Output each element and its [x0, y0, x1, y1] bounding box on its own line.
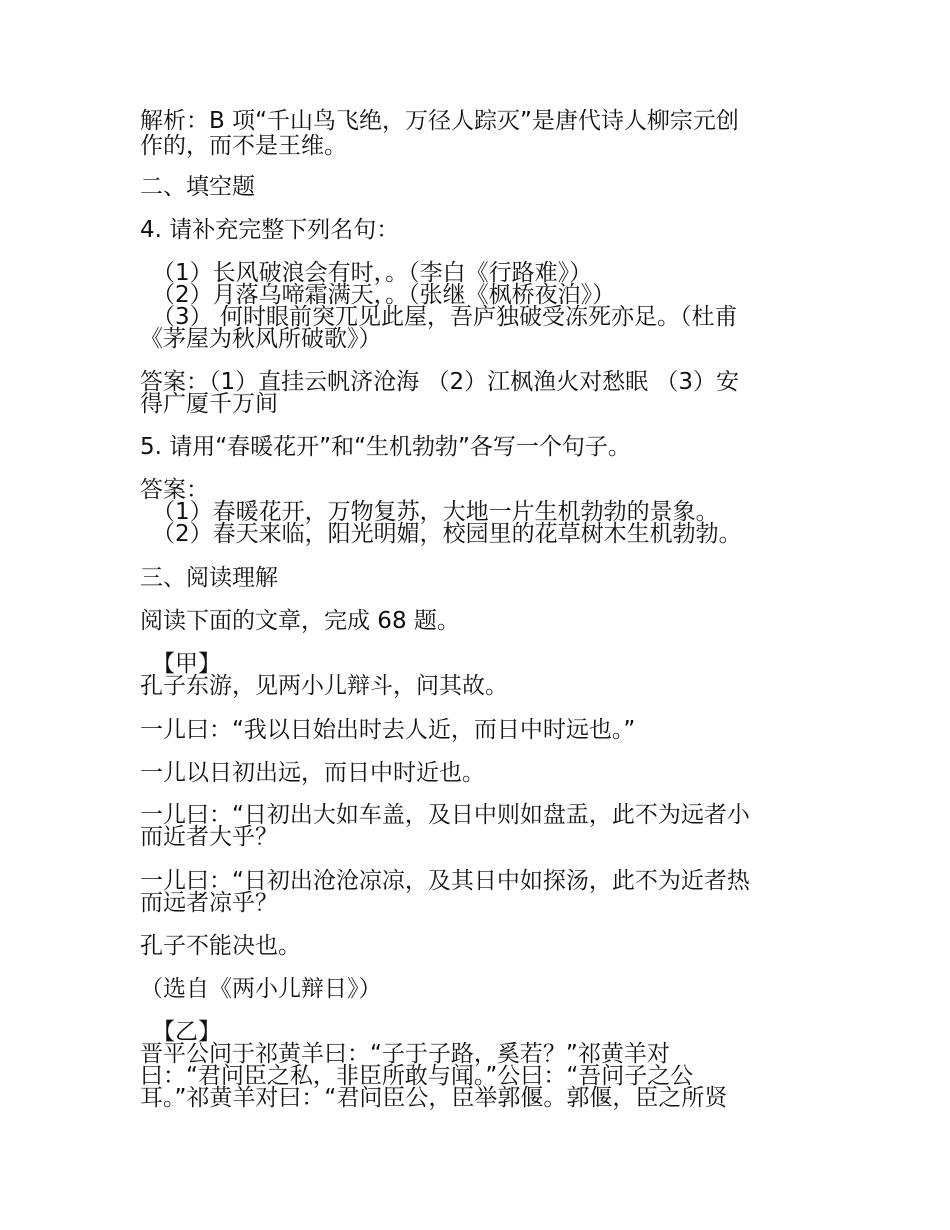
question-4-answer-line-2: 得广厦千万间	[140, 391, 278, 417]
section-title-reading: 三、阅读理解	[140, 565, 278, 591]
question-4-item-3-line-1: （3） 何时眼前突兀见此屋，吾庐独破受冻死亦足。（杜甫	[152, 304, 738, 330]
part-a-line-1: 孔子东游，见两小儿辩斗，问其故。	[140, 673, 508, 699]
question-5-answer-2: （2）春天来临，阳光明媚，校园里的花草树木生机勃勃。	[152, 521, 742, 547]
part-a-line-2: 一儿曰：“我以日始出时去人近，而日中时远也。”	[140, 717, 636, 743]
reading-intro: 阅读下面的文章，完成 68 题。	[140, 608, 460, 634]
section-title-fill-blank: 二、填空题	[140, 174, 255, 200]
part-b-line-3: 耳。”祁黄羊对曰：“君问臣公，臣举郭偃。郭偃，臣之所贤	[140, 1085, 728, 1111]
question-4-item-2: （2）月落乌啼霜满天，。（张继《枫桥夜泊》）	[152, 282, 616, 308]
part-a-line-6: 孔子不能决也。	[140, 933, 301, 959]
part-a-line-4b: 而近者大乎？	[140, 824, 278, 850]
part-a-line-3: 一儿以日初出远，而日中时近也。	[140, 760, 485, 786]
question-4-answer-line-1: 答案：（1）直挂云帆济沧海 （2）江枫渔火对愁眠 （3）安	[140, 369, 740, 395]
question-5-answer-label: 答案：	[140, 477, 209, 503]
part-b-line-1: 晋平公问于祁黄羊曰：“子于子路，奚若？”祁黄羊对	[140, 1041, 670, 1067]
part-b-line-2: 曰：“君问臣之私，非臣所敢与闻。”公曰：“吾问子之公	[140, 1063, 694, 1089]
question-4-item-3-line-2: 《茅屋为秋风所破歌》）	[140, 326, 382, 352]
part-a-line-5b: 而远者凉乎？	[140, 890, 278, 916]
part-a-line-4a: 一儿曰：“日初出大如车盖，及日中则如盘盂，此不为远者小	[140, 802, 750, 828]
part-a-source: （选自《两小儿辩日》）	[140, 976, 382, 1002]
part-a-label: 【甲】	[152, 651, 221, 677]
question-5-title: 5. 请用“春暖花开”和“生机勃勃”各写一个句子。	[140, 434, 631, 460]
analysis-line-2: 作的，而不是王维。	[140, 133, 347, 159]
question-5-answer-1: （1）春暖花开，万物复苏，大地一片生机勃勃的景象。	[152, 499, 719, 525]
part-b-label: 【乙】	[152, 1019, 221, 1045]
part-a-line-5a: 一儿曰：“日初出沧沧凉凉，及其日中如探汤，此不为近者热	[140, 868, 750, 894]
question-4-title: 4. 请补充完整下列名句：	[140, 217, 400, 243]
question-4-item-1: （1）长风破浪会有时，。（李白《行路难》）	[152, 260, 593, 286]
analysis-line-1: 解析：B 项“千山鸟飞绝，万径人踪灭”是唐代诗人柳宗元创	[140, 108, 739, 134]
